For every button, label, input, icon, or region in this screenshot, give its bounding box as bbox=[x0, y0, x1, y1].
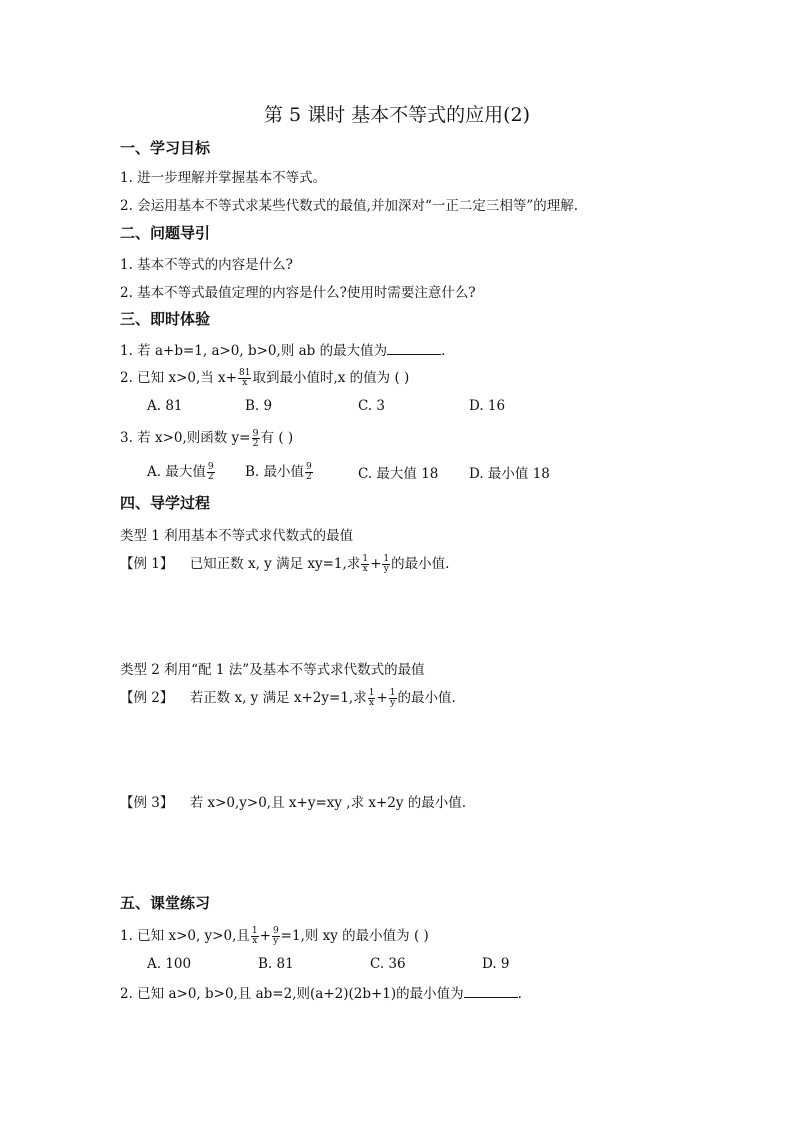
p1-option-a[interactable]: A. 100 bbox=[147, 956, 192, 972]
example-3: 【例 3】 若 x>0,y>0,且 x+y=xy ,求 x+2y 的最小值. bbox=[120, 795, 467, 811]
answer-blank[interactable] bbox=[387, 342, 441, 355]
section-heading-practice: 五、课堂练习 bbox=[120, 894, 211, 912]
example-label: 【例 3】 bbox=[120, 795, 174, 811]
q2-option-c[interactable]: C. 3 bbox=[358, 398, 386, 414]
fraction-1-over-x: $\frac{1}{x}$ bbox=[251, 926, 258, 946]
type-2-heading: 类型 2 利用“配 1 法”及基本不等式求代数式的最值 bbox=[120, 662, 425, 678]
fraction-9-over-2: $\frac{9}{2}$ bbox=[207, 462, 214, 482]
fraction-quadratic-over-2x: $\frac{9}{2}$ bbox=[252, 428, 259, 449]
guide-2: 2. 基本不等式最值定理的内容是什么?使用时需要注意什么? bbox=[120, 285, 476, 301]
fraction-1-over-y: $\frac{1}{y}$ bbox=[389, 688, 396, 708]
guide-1: 1. 基本不等式的内容是什么? bbox=[120, 257, 293, 273]
fraction-9-over-2: $\frac{9}{2}$ bbox=[306, 462, 312, 482]
q3-option-b[interactable]: B. 最小值 $\frac{9}{2}$ bbox=[245, 462, 312, 482]
q3-option-c[interactable]: C. 最大值 18 bbox=[358, 466, 439, 482]
section-heading-process: 四、导学过程 bbox=[120, 494, 211, 512]
type-1-heading: 类型 1 利用基本不等式求代数式的最值 bbox=[120, 528, 354, 544]
q3-option-a[interactable]: A. 最大值 $\frac{9}{2}$ bbox=[147, 462, 214, 482]
example-label: 【例 2】 bbox=[120, 690, 174, 706]
exp-question-2: 2. 已知 x>0,当 x+ $\frac{81}{x}$ 取到最小值时,x 的值为 ( ) bbox=[120, 368, 410, 388]
fraction-81-over-x: $\frac{81}{x}$ bbox=[239, 368, 251, 388]
fraction-1-over-y: $\frac{1}{y}$ bbox=[383, 554, 390, 574]
q2-option-b[interactable]: B. 9 bbox=[245, 398, 273, 414]
exp-question-1: 1. 若 a+b=1, a>0, b>0,则 ab 的最大值为 . bbox=[120, 343, 446, 359]
example-label: 【例 1】 bbox=[120, 556, 174, 572]
p1-option-c[interactable]: C. 36 bbox=[370, 956, 406, 972]
q2-option-d[interactable]: D. 16 bbox=[469, 398, 506, 414]
section-heading-guides: 二、问题导引 bbox=[120, 224, 211, 242]
example-1: 【例 1】 已知正数 x, y 满足 xy=1,求 $\frac{1}{x}$ + $\frac{1}{y}$ 的最小值. bbox=[120, 554, 450, 574]
p1-option-b[interactable]: B. 81 bbox=[258, 956, 294, 972]
section-heading-experience: 三、即时体验 bbox=[120, 310, 211, 328]
p1-option-d[interactable]: D. 9 bbox=[482, 956, 510, 972]
section-heading-goals: 一、学习目标 bbox=[120, 139, 211, 157]
q3-option-d[interactable]: D. 最小值 18 bbox=[469, 466, 550, 482]
exp-question-3: 3. 若 x>0,则函数 y= $\frac{9}{2}$ 有 ( ) bbox=[120, 428, 294, 449]
fraction-1-over-x: $\frac{1}{x}$ bbox=[362, 554, 369, 574]
answer-blank[interactable] bbox=[464, 985, 518, 998]
fraction-9-over-y: $\frac{9}{y}$ bbox=[272, 926, 279, 946]
example-2: 【例 2】 若正数 x, y 满足 x+2y=1,求 $\frac{1}{x}$ + $\frac{1}{y}$ 的最小值. bbox=[120, 688, 456, 708]
practice-question-1: 1. 已知 x>0, y>0,且 $\frac{1}{x}$ + $\frac{9}{y}$ =1,则 xy 的最小值为 ( ) bbox=[120, 926, 429, 946]
goal-2: 2. 会运用基本不等式求某些代数式的最值,并加深对“一正二定三相等”的理解. bbox=[120, 198, 579, 214]
practice-question-2: 2. 已知 a>0, b>0,且 ab=2,则(a+2)(2b+1)的最小值为 . bbox=[120, 986, 522, 1002]
goal-1: 1. 进一步理解并掌握基本不等式。 bbox=[120, 170, 327, 186]
fraction-1-over-x: $\frac{1}{x}$ bbox=[368, 688, 375, 708]
page-title: 第 5 课时 基本不等式的应用(2) bbox=[263, 104, 531, 126]
q2-option-a[interactable]: A. 81 bbox=[147, 398, 183, 414]
